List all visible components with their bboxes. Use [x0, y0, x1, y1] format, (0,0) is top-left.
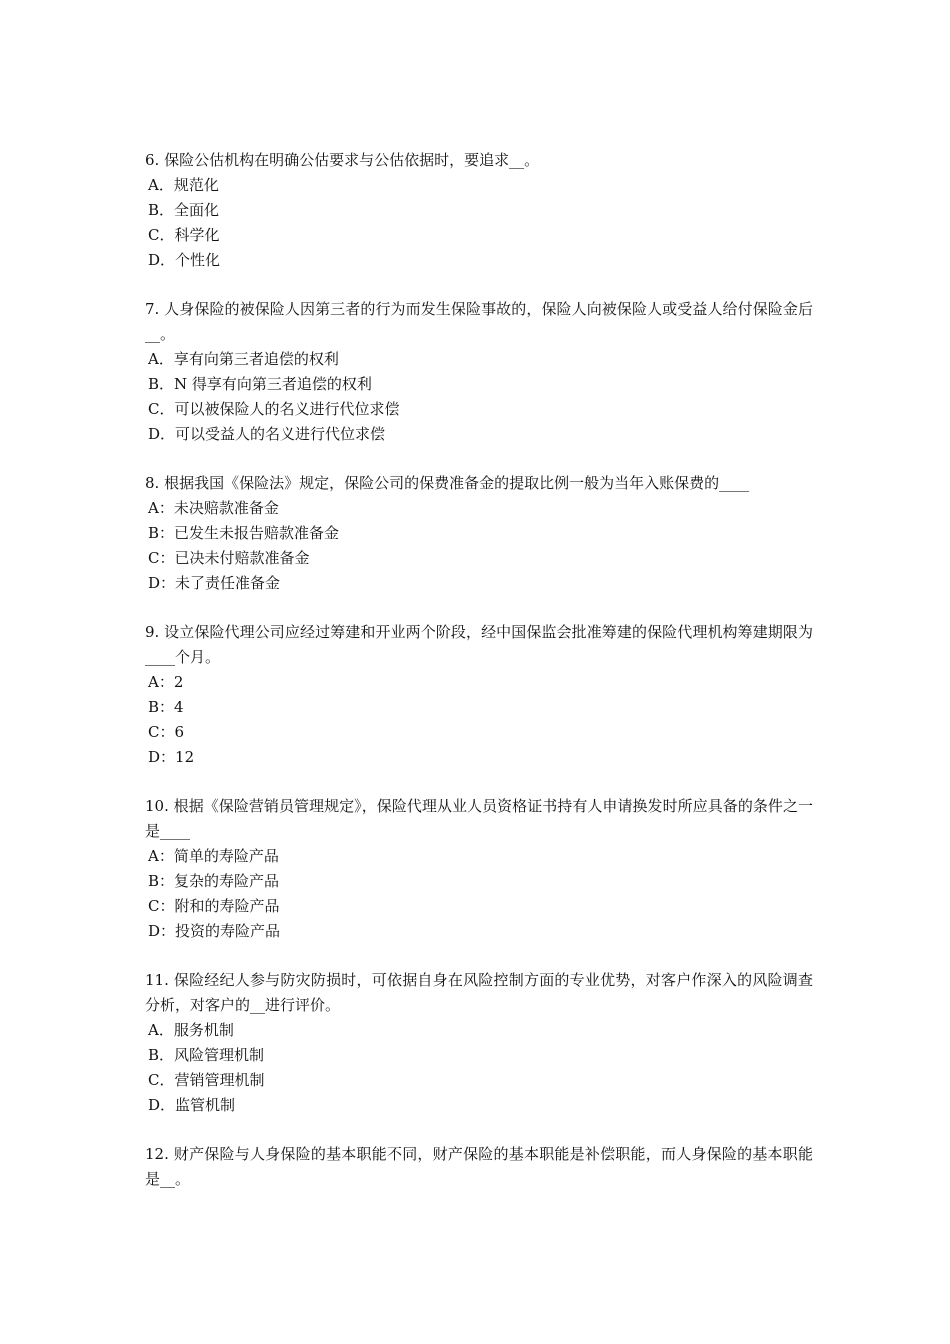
option-a: A．规范化 [148, 176, 219, 194]
option-list [145, 670, 813, 770]
option-list [145, 173, 813, 273]
question-8 [145, 471, 813, 596]
option-d: D．监管机制 [148, 1096, 236, 1114]
option-b: B：4 [148, 698, 184, 716]
option-d: D：投资的寿险产品 [148, 922, 281, 940]
question-9 [145, 620, 813, 770]
question-text: 10. 根据《保险营销员管理规定》，保险代理从业人员资格证书持有人申请换发时所应具备的条件之一是____ [145, 797, 813, 840]
option-d: D：12 [148, 748, 195, 766]
option-c: C．营销管理机制 [148, 1071, 265, 1089]
option-c: C：已决未付赔款准备金 [148, 549, 310, 567]
option-a: A：简单的寿险产品 [148, 847, 279, 865]
question-text: 9. 设立保险代理公司应经过筹建和开业两个阶段，经中国保监会批准筹建的保险代理机构筹建期限为____个月。 [145, 623, 813, 666]
question-12 [145, 1142, 813, 1192]
option-d: D．可以受益人的名义进行代位求偿 [148, 425, 386, 443]
question-text: 8. 根据我国《保险法》规定，保险公司的保费准备金的提取比例一般为当年入账保费的____ [145, 474, 750, 492]
question-text: 12. 财产保险与人身保险的基本职能不同，财产保险的基本职能是补偿职能，而人身保险的基本职能是__。 [145, 1145, 813, 1188]
option-a: A：2 [148, 673, 184, 691]
option-list [145, 347, 813, 447]
option-b: B：复杂的寿险产品 [148, 872, 280, 890]
document-page [145, 148, 813, 1216]
option-list [145, 1018, 813, 1118]
question-text: 6. 保险公估机构在明确公估要求与公估依据时，要追求__。 [145, 151, 540, 169]
option-a: A．服务机制 [148, 1021, 234, 1039]
question-text: 7. 人身保险的被保险人因第三者的行为而发生保险事故的，保险人向被保险人或受益人给付保险金后__。 [145, 300, 813, 343]
option-d: D：未了责任准备金 [148, 574, 281, 592]
option-c: C．可以被保险人的名义进行代位求偿 [148, 400, 400, 418]
option-a: A．享有向第三者追偿的权利 [148, 350, 339, 368]
question-text: 11. 保险经纪人参与防灾防损时，可依据自身在风险控制方面的专业优势，对客户作深入的风险调查分析，对客户的__进行评价。 [145, 971, 813, 1014]
question-6 [145, 148, 813, 273]
option-b: B．风险管理机制 [148, 1046, 265, 1064]
option-c: C．科学化 [148, 226, 220, 244]
option-c: C：附和的寿险产品 [148, 897, 280, 915]
option-c: C：6 [148, 723, 185, 741]
option-b: B．全面化 [148, 201, 220, 219]
question-7 [145, 297, 813, 447]
option-b: B．N 得享有向第三者追偿的权利 [148, 375, 372, 393]
option-b: B：已发生未报告赔款准备金 [148, 524, 340, 542]
option-d: D．个性化 [148, 251, 221, 269]
option-list [145, 496, 813, 596]
question-11 [145, 968, 813, 1118]
option-a: A：未决赔款准备金 [148, 499, 279, 517]
option-list [145, 844, 813, 944]
question-10 [145, 794, 813, 944]
